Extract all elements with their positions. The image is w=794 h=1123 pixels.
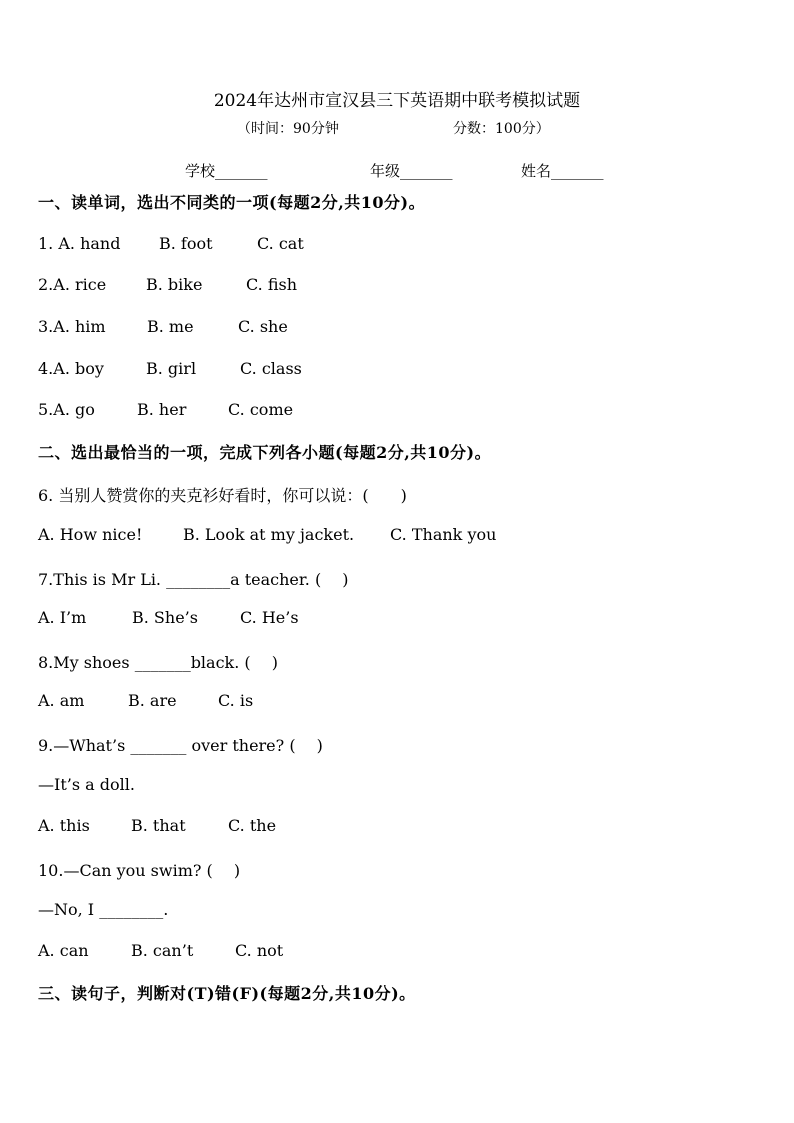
q10-option-c: C. not bbox=[235, 941, 284, 960]
q4-option-a: 4.A. boy bbox=[38, 359, 104, 378]
q2-option-c: C. fish bbox=[246, 275, 298, 294]
q3-option-c: C. she bbox=[238, 317, 288, 336]
q4-option-c: C. class bbox=[240, 359, 302, 378]
q10-option-b: B. can’t bbox=[131, 941, 194, 960]
grade-field[interactable]: 年级_______ bbox=[370, 162, 453, 180]
name-field[interactable]: 姓名_______ bbox=[521, 162, 604, 180]
q3-option-a: 3.A. him bbox=[38, 317, 106, 336]
q8-option-c: C. is bbox=[218, 691, 254, 710]
q1-option-c: C. cat bbox=[257, 234, 304, 253]
q6-stem: 6. 当别人赞赏你的夹克衫好看时，你可以说：( ) bbox=[38, 486, 407, 505]
q6-option-c: C. Thank you bbox=[390, 525, 497, 544]
q10-reply: —No, I ________. bbox=[38, 900, 169, 919]
q9-option-c: C. the bbox=[228, 816, 277, 835]
section-2-heading: 二、选出最恰当的一项，完成下列各小题(每题2分,共10分)。 bbox=[38, 443, 492, 462]
q5-option-c: C. come bbox=[228, 400, 294, 419]
q2-option-b: B. bike bbox=[146, 275, 203, 294]
page-title: 2024年达州市宣汉县三下英语期中联考模拟试题 bbox=[213, 91, 581, 111]
q2-option-a: 2.A. rice bbox=[38, 275, 107, 294]
q8-stem: 8.My shoes _______black. ( ) bbox=[38, 653, 278, 672]
q6-option-b: B. Look at my jacket. bbox=[183, 525, 355, 544]
q9-stem: 9.—What’s _______ over there? ( ) bbox=[38, 736, 323, 755]
q9-option-a: A. this bbox=[38, 816, 90, 835]
q10-stem: 10.—Can you swim? ( ) bbox=[38, 861, 241, 880]
q7-stem: 7.This is Mr Li. ________a teacher. ( ) bbox=[38, 570, 349, 589]
q9-reply: —It’s a doll. bbox=[38, 775, 135, 794]
exam-time: （时间：90分钟 bbox=[237, 121, 339, 137]
q1-option-a: 1. A. hand bbox=[38, 234, 121, 253]
exam-score: 分数：100分） bbox=[453, 121, 550, 137]
q4-option-b: B. girl bbox=[146, 359, 197, 378]
section-1-heading: 一、读单词，选出不同类的一项(每题2分,共10分)。 bbox=[38, 193, 426, 212]
q8-option-b: B. are bbox=[128, 691, 177, 710]
q10-option-a: A. can bbox=[38, 941, 89, 960]
q1-option-b: B. foot bbox=[159, 234, 213, 253]
school-field[interactable]: 学校_______ bbox=[185, 162, 268, 180]
q5-option-a: 5.A. go bbox=[38, 400, 95, 419]
section-3-heading: 三、读句子，判断对(T)错(F)(每题2分,共10分)。 bbox=[38, 984, 416, 1003]
q7-option-c: C. He’s bbox=[240, 608, 299, 627]
q7-option-a: A. I’m bbox=[38, 608, 87, 627]
q5-option-b: B. her bbox=[137, 400, 187, 419]
q6-option-a: A. How nice! bbox=[38, 525, 143, 544]
q7-option-b: B. She’s bbox=[132, 608, 198, 627]
q9-option-b: B. that bbox=[131, 816, 186, 835]
q8-option-a: A. am bbox=[38, 691, 85, 710]
q3-option-b: B. me bbox=[147, 317, 194, 336]
